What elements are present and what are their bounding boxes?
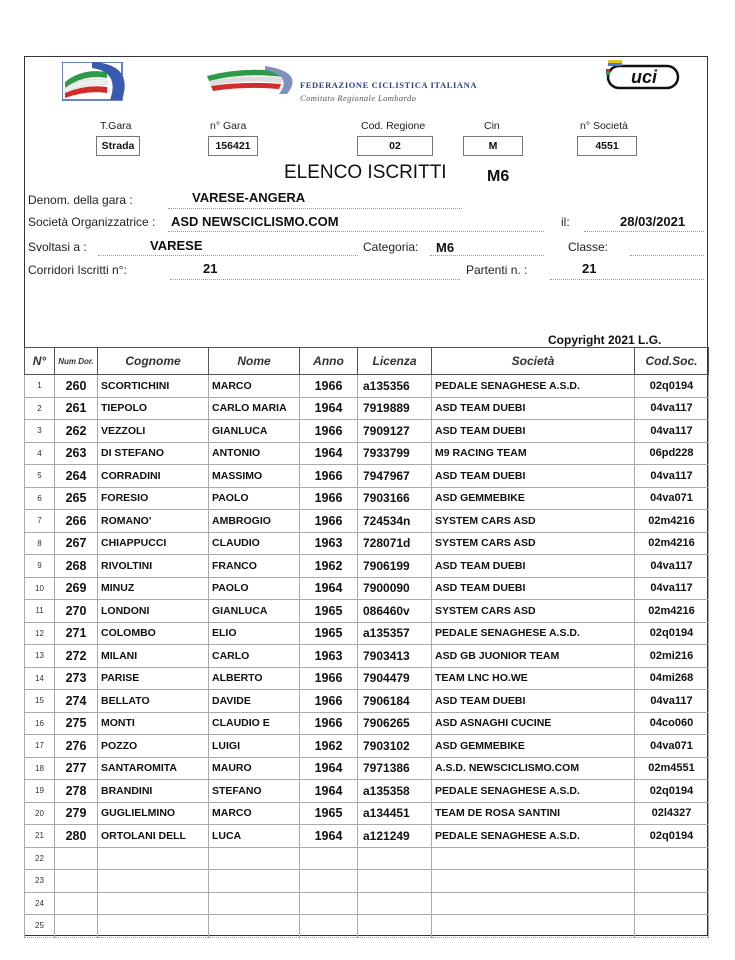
- cell-team: SYSTEM CARS ASD: [432, 600, 635, 623]
- cell-name: MARCO: [209, 375, 300, 398]
- cell-code: 04va117: [635, 577, 709, 600]
- cell-license: 7903102: [358, 735, 432, 758]
- iscritti-value: 21: [203, 261, 218, 276]
- cell-code: 04va071: [635, 735, 709, 758]
- cell-team: [432, 915, 635, 938]
- col-header-surname: Cognome: [98, 348, 209, 375]
- cell-year: 1966: [300, 465, 358, 488]
- cell-dorsal: 278: [55, 780, 98, 803]
- cell-year: 1964: [300, 442, 358, 465]
- partenti-value: 21: [582, 261, 597, 276]
- cell-name: AMBROGIO: [209, 510, 300, 533]
- cell-surname: POZZO: [98, 735, 209, 758]
- copyright-note: Copyright 2021 L.G.: [548, 333, 662, 347]
- cell-n: 16: [25, 712, 55, 735]
- cell-license: 086460v: [358, 600, 432, 623]
- cell-license: 7906265: [358, 712, 432, 735]
- cell-license: 7909127: [358, 420, 432, 443]
- cell-name: STEFANO: [209, 780, 300, 803]
- table-header-row: [25, 348, 709, 375]
- cell-dorsal: [55, 915, 98, 938]
- cell-license: 7903166: [358, 487, 432, 510]
- society-number-field: 4551: [577, 136, 637, 156]
- cell-name: [209, 870, 300, 893]
- cell-n: 14: [25, 667, 55, 690]
- cell-n: 24: [25, 892, 55, 915]
- table-row: [25, 532, 709, 555]
- cell-code: 02l4327: [635, 802, 709, 825]
- table-row: [25, 577, 709, 600]
- cell-surname: COLOMBO: [98, 622, 209, 645]
- cell-n: 4: [25, 442, 55, 465]
- cell-n: 19: [25, 780, 55, 803]
- table-row: [25, 915, 709, 938]
- table-row: [25, 825, 709, 848]
- cell-surname: SANTAROMITA: [98, 757, 209, 780]
- iscritti-underline: [170, 278, 460, 280]
- cell-n: 9: [25, 555, 55, 578]
- cell-name: LUIGI: [209, 735, 300, 758]
- cell-license: 7947967: [358, 465, 432, 488]
- societa-value: ASD NEWSCICLISMO.COM: [171, 214, 339, 229]
- col-header-license: Licenza: [358, 348, 432, 375]
- cell-license: 7906199: [358, 555, 432, 578]
- cell-surname: BRANDINI: [98, 780, 209, 803]
- table-row: [25, 892, 709, 915]
- page-title: ELENCO ISCRITTI: [284, 162, 447, 183]
- cell-name: MAURO: [209, 757, 300, 780]
- partenti-label: Partenti n. :: [466, 263, 528, 277]
- cell-name: FRANCO: [209, 555, 300, 578]
- cell-dorsal: 267: [55, 532, 98, 555]
- region-code-label: Cod. Regione: [361, 120, 426, 132]
- cell-year: [300, 847, 358, 870]
- col-header-n: N°: [25, 348, 55, 375]
- svoltasi-label: Svoltasi a :: [28, 240, 87, 254]
- cell-surname: [98, 870, 209, 893]
- date-underline: [584, 230, 704, 232]
- denom-underline: [168, 207, 462, 209]
- cell-dorsal: 265: [55, 487, 98, 510]
- cell-license: 724534n: [358, 510, 432, 533]
- cell-name: [209, 892, 300, 915]
- cell-name: PAOLO: [209, 577, 300, 600]
- cell-license: 7903413: [358, 645, 432, 668]
- cell-dorsal: 268: [55, 555, 98, 578]
- cell-code: 02m4551: [635, 757, 709, 780]
- cell-surname: [98, 915, 209, 938]
- federation-committee: Comitato Regionale Lombardo: [300, 93, 417, 103]
- cell-code: 02q0194: [635, 825, 709, 848]
- cell-code: 02m4216: [635, 600, 709, 623]
- cell-year: 1964: [300, 780, 358, 803]
- cell-name: ELIO: [209, 622, 300, 645]
- cell-code: [635, 892, 709, 915]
- cell-team: PEDALE SENAGHESE A.S.D.: [432, 825, 635, 848]
- svoltasi-value: VARESE: [150, 238, 203, 253]
- cell-code: 04va117: [635, 397, 709, 420]
- cell-license: a121249: [358, 825, 432, 848]
- cell-dorsal: 261: [55, 397, 98, 420]
- race-type-field: Strada: [96, 136, 140, 156]
- cell-surname: BELLATO: [98, 690, 209, 713]
- cell-name: CARLO: [209, 645, 300, 668]
- cell-year: 1962: [300, 555, 358, 578]
- cell-surname: GUGLIELMINO: [98, 802, 209, 825]
- cell-surname: [98, 847, 209, 870]
- cell-year: 1966: [300, 487, 358, 510]
- categoria-value: M6: [436, 240, 455, 255]
- cell-code: 02q0194: [635, 780, 709, 803]
- cell-team: ASD GEMMEBIKE: [432, 735, 635, 758]
- date-label: il:: [561, 215, 570, 229]
- col-header-dorsal: Num Dor.: [55, 348, 98, 375]
- partenti-underline: [550, 278, 704, 280]
- cell-year: [300, 892, 358, 915]
- cell-code: 02mi216: [635, 645, 709, 668]
- cell-dorsal: 274: [55, 690, 98, 713]
- cell-year: 1964: [300, 825, 358, 848]
- cell-n: 23: [25, 870, 55, 893]
- table-row: [25, 847, 709, 870]
- cell-team: PEDALE SENAGHESE A.S.D.: [432, 375, 635, 398]
- cell-dorsal: 272: [55, 645, 98, 668]
- cell-code: 02m4216: [635, 532, 709, 555]
- table-row: [25, 645, 709, 668]
- cell-code: 04va117: [635, 555, 709, 578]
- race-number-label: n° Gara: [210, 120, 247, 132]
- date-value: 28/03/2021: [620, 214, 686, 229]
- cell-n: 22: [25, 847, 55, 870]
- table-row: [25, 487, 709, 510]
- col-header-code: Cod.Soc.: [635, 348, 709, 375]
- cell-n: 6: [25, 487, 55, 510]
- cell-license: [358, 870, 432, 893]
- cell-surname: LONDONI: [98, 600, 209, 623]
- cell-dorsal: 275: [55, 712, 98, 735]
- cell-license: [358, 847, 432, 870]
- table-row: [25, 757, 709, 780]
- cell-code: 04va117: [635, 690, 709, 713]
- cell-year: 1966: [300, 712, 358, 735]
- uci-logo-text: uci: [630, 67, 658, 87]
- race-type-label: T.Gara: [100, 120, 132, 132]
- cell-team: SYSTEM CARS ASD: [432, 510, 635, 533]
- cell-surname: ROMANO': [98, 510, 209, 533]
- cell-code: 06pd228: [635, 442, 709, 465]
- cell-surname: CHIAPPUCCI: [98, 532, 209, 555]
- cell-year: 1964: [300, 577, 358, 600]
- table-row: [25, 690, 709, 713]
- cell-code: 04va117: [635, 420, 709, 443]
- cell-license: 7971386: [358, 757, 432, 780]
- cell-name: GIANLUCA: [209, 420, 300, 443]
- table-row: [25, 870, 709, 893]
- cell-name: [209, 915, 300, 938]
- cell-name: GIANLUCA: [209, 600, 300, 623]
- cell-license: 7900090: [358, 577, 432, 600]
- cell-name: MASSIMO: [209, 465, 300, 488]
- cell-team: ASD GEMMEBIKE: [432, 487, 635, 510]
- cell-code: 04va071: [635, 487, 709, 510]
- iscritti-label: Corridori Iscritti n°:: [28, 263, 127, 277]
- societa-label: Società Organizzatrice :: [28, 215, 156, 229]
- cell-name: ALBERTO: [209, 667, 300, 690]
- cell-n: 8: [25, 532, 55, 555]
- cell-n: 20: [25, 802, 55, 825]
- societa-underline: [168, 230, 544, 232]
- svoltasi-underline: [98, 254, 358, 256]
- cell-surname: DI STEFANO: [98, 442, 209, 465]
- cell-license: [358, 915, 432, 938]
- cell-surname: TIEPOLO: [98, 397, 209, 420]
- cell-code: 02q0194: [635, 375, 709, 398]
- cell-dorsal: 280: [55, 825, 98, 848]
- table-row: [25, 667, 709, 690]
- cell-team: [432, 847, 635, 870]
- cell-name: CLAUDIO E: [209, 712, 300, 735]
- cell-year: [300, 870, 358, 893]
- cell-dorsal: 269: [55, 577, 98, 600]
- federation-emblem-icon: [205, 66, 300, 101]
- cell-name: CLAUDIO: [209, 532, 300, 555]
- cell-team: [432, 870, 635, 893]
- cell-team: ASD TEAM DUEBI: [432, 465, 635, 488]
- cell-n: 12: [25, 622, 55, 645]
- cell-dorsal: 277: [55, 757, 98, 780]
- classe-underline: [630, 254, 704, 256]
- cell-year: [300, 915, 358, 938]
- cell-n: 3: [25, 420, 55, 443]
- cell-surname: MILANI: [98, 645, 209, 668]
- cell-year: 1966: [300, 667, 358, 690]
- table-row: [25, 780, 709, 803]
- cell-team: TEAM DE ROSA SANTINI: [432, 802, 635, 825]
- cell-team: M9 RACING TEAM: [432, 442, 635, 465]
- cin-label: Cin: [484, 120, 500, 132]
- cell-dorsal: [55, 870, 98, 893]
- cell-surname: ORTOLANI DELL: [98, 825, 209, 848]
- cell-name: DAVIDE: [209, 690, 300, 713]
- cell-n: 21: [25, 825, 55, 848]
- classe-label: Classe:: [568, 240, 609, 254]
- cell-surname: FORESIO: [98, 487, 209, 510]
- table-row: [25, 735, 709, 758]
- cell-dorsal: 264: [55, 465, 98, 488]
- cell-code: [635, 870, 709, 893]
- cell-year: 1963: [300, 645, 358, 668]
- cell-license: [358, 892, 432, 915]
- table-row: [25, 600, 709, 623]
- title-category: M6: [487, 168, 510, 185]
- cell-year: 1965: [300, 622, 358, 645]
- cell-code: 04co060: [635, 712, 709, 735]
- table-row: [25, 465, 709, 488]
- table-row: [25, 622, 709, 645]
- entries-table: [24, 347, 709, 938]
- cell-code: [635, 915, 709, 938]
- federation-name: FEDERAZIONE CICLISTICA ITALIANA: [300, 80, 478, 90]
- cell-team: PEDALE SENAGHESE A.S.D.: [432, 622, 635, 645]
- cell-code: 02q0194: [635, 622, 709, 645]
- cell-year: 1964: [300, 397, 358, 420]
- col-header-name: Nome: [209, 348, 300, 375]
- cell-year: 1966: [300, 420, 358, 443]
- cell-name: LUCA: [209, 825, 300, 848]
- cell-name: ANTONIO: [209, 442, 300, 465]
- categoria-underline: [430, 254, 544, 256]
- cell-year: 1963: [300, 532, 358, 555]
- cell-team: TEAM LNC HO.WE: [432, 667, 635, 690]
- cell-year: 1966: [300, 375, 358, 398]
- cell-dorsal: 271: [55, 622, 98, 645]
- cell-team: ASD TEAM DUEBI: [432, 690, 635, 713]
- cell-year: 1966: [300, 690, 358, 713]
- cell-n: 11: [25, 600, 55, 623]
- cell-team: SYSTEM CARS ASD: [432, 532, 635, 555]
- cell-n: 10: [25, 577, 55, 600]
- cell-n: 15: [25, 690, 55, 713]
- cell-n: 18: [25, 757, 55, 780]
- cell-surname: VEZZOLI: [98, 420, 209, 443]
- cell-year: 1966: [300, 510, 358, 533]
- cell-dorsal: 273: [55, 667, 98, 690]
- cell-surname: CORRADINI: [98, 465, 209, 488]
- cell-license: a135356: [358, 375, 432, 398]
- cell-year: 1965: [300, 802, 358, 825]
- cell-year: 1965: [300, 600, 358, 623]
- cell-surname: RIVOLTINI: [98, 555, 209, 578]
- table-row: [25, 510, 709, 533]
- cell-license: a134451: [358, 802, 432, 825]
- cell-code: [635, 847, 709, 870]
- cell-team: A.S.D. NEWSCICLISMO.COM: [432, 757, 635, 780]
- cell-year: 1962: [300, 735, 358, 758]
- cell-n: 13: [25, 645, 55, 668]
- cell-n: 2: [25, 397, 55, 420]
- fci-logo-icon: [62, 62, 134, 109]
- cell-dorsal: [55, 847, 98, 870]
- cell-license: 7919889: [358, 397, 432, 420]
- denom-value: VARESE-ANGERA: [192, 190, 306, 205]
- cell-surname: MONTI: [98, 712, 209, 735]
- race-number-field: 156421: [208, 136, 258, 156]
- cell-team: ASD TEAM DUEBI: [432, 397, 635, 420]
- cell-surname: MINUZ: [98, 577, 209, 600]
- cell-dorsal: 260: [55, 375, 98, 398]
- uci-logo-icon: [606, 60, 684, 97]
- cell-license: 728071d: [358, 532, 432, 555]
- cell-n: 17: [25, 735, 55, 758]
- table-row: [25, 442, 709, 465]
- col-header-team: Società: [432, 348, 635, 375]
- cell-code: 04mi268: [635, 667, 709, 690]
- cell-n: 1: [25, 375, 55, 398]
- cell-n: 5: [25, 465, 55, 488]
- denom-label: Denom. della gara :: [28, 193, 133, 207]
- cell-team: ASD TEAM DUEBI: [432, 577, 635, 600]
- cell-name: CARLO MARIA: [209, 397, 300, 420]
- cell-code: 02m4216: [635, 510, 709, 533]
- cell-surname: PARISE: [98, 667, 209, 690]
- cell-dorsal: 270: [55, 600, 98, 623]
- cell-team: [432, 892, 635, 915]
- cell-n: 25: [25, 915, 55, 938]
- cell-dorsal: 263: [55, 442, 98, 465]
- cell-name: [209, 847, 300, 870]
- cell-code: 04va117: [635, 465, 709, 488]
- cell-dorsal: 266: [55, 510, 98, 533]
- region-code-field: 02: [357, 136, 433, 156]
- table-row: [25, 375, 709, 398]
- cell-dorsal: [55, 892, 98, 915]
- cell-team: ASD GB JUONIOR TEAM: [432, 645, 635, 668]
- cell-surname: SCORTICHINI: [98, 375, 209, 398]
- cell-n: 7: [25, 510, 55, 533]
- cell-license: 7906184: [358, 690, 432, 713]
- cell-surname: [98, 892, 209, 915]
- table-row: [25, 802, 709, 825]
- cell-name: PAOLO: [209, 487, 300, 510]
- table-row: [25, 397, 709, 420]
- cell-name: MARCO: [209, 802, 300, 825]
- cell-dorsal: 262: [55, 420, 98, 443]
- cell-dorsal: 279: [55, 802, 98, 825]
- table-row: [25, 555, 709, 578]
- cin-field: M: [463, 136, 523, 156]
- col-header-year: Anno: [300, 348, 358, 375]
- cell-license: 7904479: [358, 667, 432, 690]
- cell-team: ASD TEAM DUEBI: [432, 555, 635, 578]
- cell-dorsal: 276: [55, 735, 98, 758]
- cell-license: a135358: [358, 780, 432, 803]
- society-number-label: n° Società: [580, 120, 628, 132]
- cell-license: a135357: [358, 622, 432, 645]
- table-row: [25, 420, 709, 443]
- table-row: [25, 712, 709, 735]
- cell-team: ASD TEAM DUEBI: [432, 420, 635, 443]
- cell-team: ASD ASNAGHI CUCINE: [432, 712, 635, 735]
- cell-year: 1964: [300, 757, 358, 780]
- cell-team: PEDALE SENAGHESE A.S.D.: [432, 780, 635, 803]
- categoria-label: Categoria:: [363, 240, 419, 254]
- cell-license: 7933799: [358, 442, 432, 465]
